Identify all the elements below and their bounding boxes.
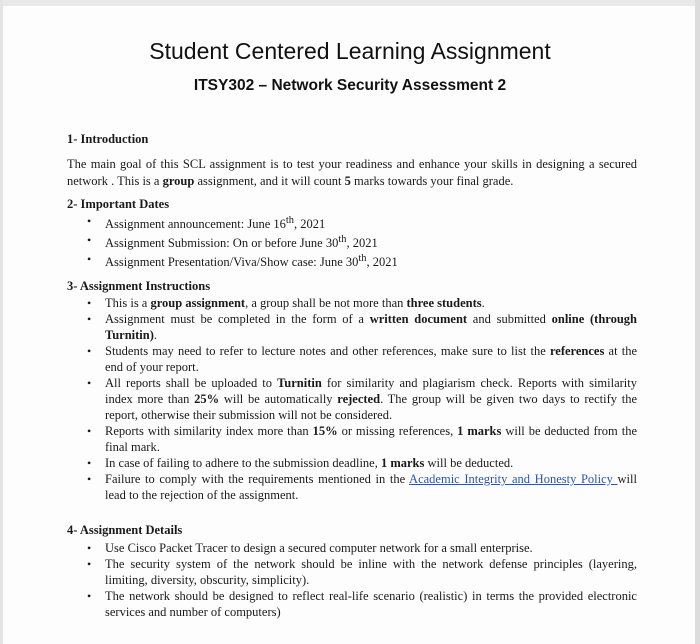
instruction-text: will be deducted from the final mark.: [105, 424, 637, 454]
instruction-bold: Turnitin: [277, 376, 322, 390]
date-item-year: , 2021: [293, 217, 326, 232]
date-item-sup: th: [358, 253, 367, 265]
bullet-icon: •: [87, 541, 92, 555]
instruction-text: or missing references,: [337, 424, 458, 438]
assignment-details-list: [85, 540, 637, 620]
date-item-year: , 2021: [366, 255, 398, 270]
date-item-year: , 2021: [346, 236, 378, 251]
date-item-submission: [85, 232, 637, 251]
detail-text: The network should be designed to reflect real-life scenario (realistic) in terms the provided electronic services and number of computers): [105, 589, 637, 619]
date-item-presentation: [85, 251, 637, 270]
instruction-text: Students may need to refer to lecture notes and other references, make sure to list the: [105, 344, 550, 358]
section-heading-assignment-instructions: 3- Assignment Instructions: [67, 279, 211, 293]
section-heading-introduction: 1- Introduction: [67, 132, 149, 146]
instruction-bold: 1 marks: [380, 456, 425, 470]
instruction-text: This is a: [105, 296, 151, 310]
section-heading-important-dates: 2- Important Dates: [67, 197, 170, 211]
instruction-bold: references: [549, 344, 605, 358]
intro-text-3: marks towards your final grade.: [350, 174, 514, 188]
instruction-item-similarity-deduction: [85, 423, 637, 455]
academic-integrity-policy-link[interactable]: Academic Integrity and Honesty Policy: [409, 472, 618, 486]
instruction-text: for similarity and plagiarism check. Reports with similarity index more than: [105, 376, 637, 406]
page-right-edge: [695, 0, 700, 644]
bullet-icon: •: [87, 589, 92, 603]
intro-text-1: The main goal of this SCL assignment is to test your readiness and enhance your skills in designing a secured network . This is a: [67, 157, 637, 188]
instruction-text: Reports with similarity index more than: [105, 424, 313, 438]
instruction-text: All reports shall be uploaded to: [105, 376, 278, 390]
section-heading-assignment-details: 4- Assignment Details: [67, 523, 183, 537]
introduction-paragraph: [67, 156, 637, 190]
important-dates-list: [85, 213, 637, 270]
instruction-item-integrity-policy: [85, 471, 637, 503]
date-item-sup: th: [338, 234, 347, 246]
bullet-icon: •: [87, 296, 92, 310]
date-item-text: Assignment Submission: On or before June 30: [105, 236, 339, 251]
document-subtitle: ITSY302 – Network Security Assessment 2: [193, 77, 507, 94]
intro-bold-marks: 5: [344, 174, 351, 188]
page-left-edge: [0, 0, 3, 644]
bullet-icon: •: [87, 376, 92, 390]
instruction-item-written-document: [85, 311, 637, 343]
instruction-bold: written document: [369, 312, 468, 326]
instruction-bold: rejected: [337, 392, 381, 406]
instruction-item-group: [85, 295, 637, 311]
detail-item-real-life-scenario: [85, 588, 637, 620]
instruction-text: at the end of your report.: [105, 344, 637, 374]
bullet-icon: •: [87, 214, 92, 228]
intro-text-2: assignment, and it will count: [194, 174, 345, 188]
instruction-text: Failure to comply with the requirements mentioned in the: [105, 472, 410, 486]
detail-text: The security system of the network should be inline with the network defense principles (layering, limiting, diversity, obscurity, simplicity).: [105, 557, 637, 587]
instruction-text: .: [153, 328, 157, 342]
bullet-icon: •: [87, 456, 92, 470]
bullet-icon: •: [87, 252, 92, 267]
instruction-bold: 1 marks: [457, 424, 502, 438]
bullet-icon: •: [87, 557, 92, 571]
bullet-icon: •: [87, 424, 92, 438]
instruction-text: and submitted: [467, 312, 552, 326]
instruction-item-turnitin: [85, 375, 637, 423]
instruction-bold: 15%: [312, 424, 338, 438]
bullet-icon: •: [87, 472, 92, 486]
instruction-text: will lead to the rejection of the assignment.: [105, 472, 637, 502]
instruction-text: Assignment must be completed in the form of a: [105, 312, 370, 326]
bullet-icon: •: [87, 312, 92, 326]
page-top-edge: [0, 0, 700, 6]
date-item-text: Assignment announcement: June 16: [105, 217, 286, 232]
intro-bold-group: group: [162, 174, 195, 188]
instruction-bold: group assignment: [150, 296, 246, 310]
date-item-sup: th: [285, 215, 294, 226]
detail-item-defense-principles: [85, 556, 637, 588]
instruction-text: will be automatically: [219, 392, 338, 406]
instruction-item-references: [85, 343, 637, 375]
date-item-text: Assignment Presentation/Viva/Show case: June 30: [105, 255, 359, 270]
instruction-bold: 25%: [194, 392, 220, 406]
instruction-text: In case of failing to adhere to the submission deadline,: [105, 456, 381, 470]
date-item-announcement: [85, 213, 637, 232]
bullet-icon: •: [87, 344, 92, 358]
document-title: Student Centered Learning Assignment: [149, 38, 551, 64]
bullet-icon: •: [87, 233, 92, 248]
instruction-text: .: [481, 296, 485, 310]
detail-text: Use Cisco Packet Tracer to design a secured computer network for a small enterprise.: [105, 541, 533, 555]
instruction-bold: three students: [406, 296, 482, 310]
instruction-bold: online (through Turnitin): [105, 312, 638, 342]
instruction-item-deadline: [85, 455, 637, 471]
detail-item-packet-tracer: [85, 540, 637, 556]
instruction-text: . The group will be given two days to rectify the report, otherwise their submission will not be considered.: [105, 392, 637, 422]
instruction-text: will be deducted.: [424, 456, 514, 470]
instruction-text: , a group shall be not more than: [245, 296, 407, 310]
assignment-instructions-list: [85, 295, 637, 503]
